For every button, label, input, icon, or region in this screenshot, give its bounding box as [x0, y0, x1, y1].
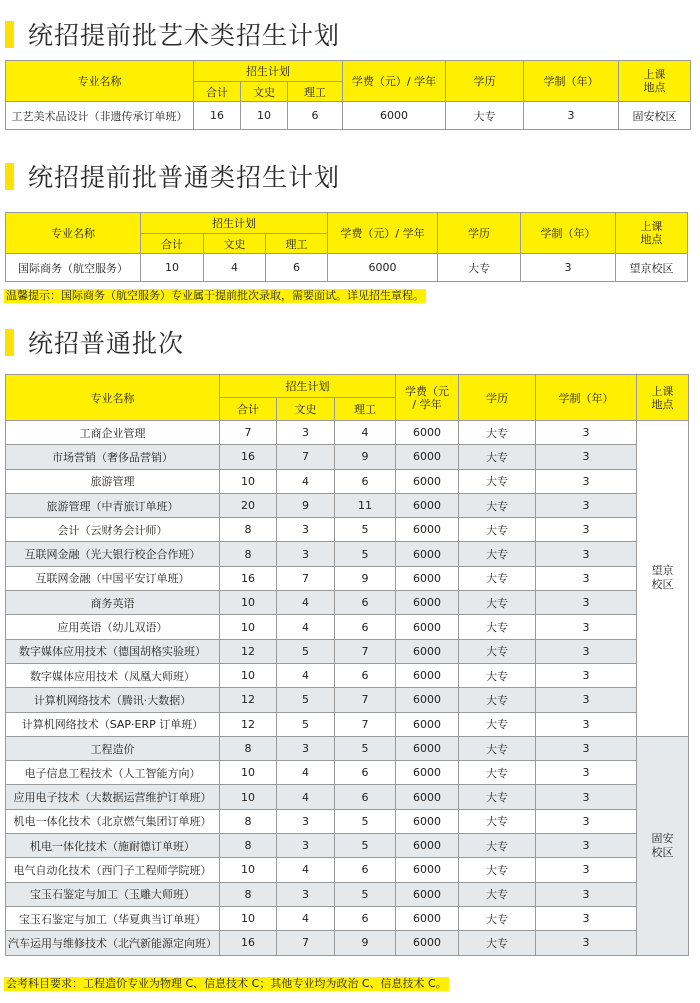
cell-sci: 6 — [335, 591, 396, 615]
table-row — [6, 834, 689, 858]
cell-total: 10 — [220, 615, 277, 639]
cell-sci: 11 — [335, 493, 396, 517]
cell-arts: 3 — [277, 421, 335, 445]
table-row — [6, 542, 689, 566]
cell-arts: 4 — [277, 906, 335, 930]
cell-fee: 6000 — [396, 688, 459, 712]
cell-major: 机电一体化技术（北京燃气集团订单班） — [6, 809, 220, 833]
cell-sci: 6 — [335, 785, 396, 809]
cell-edu: 大专 — [459, 809, 536, 833]
cell-fee: 6000 — [396, 639, 459, 663]
cell-major: 宝玉石鉴定与加工（华夏典当订单班） — [6, 906, 220, 930]
cell-fee: 6000 — [396, 518, 459, 542]
cell-arts: 3 — [277, 736, 335, 760]
cell-major: 数字媒体应用技术（凤凰大师班） — [6, 663, 220, 687]
cell-arts: 3 — [277, 518, 335, 542]
cell-fee: 6000 — [396, 834, 459, 858]
col-total: 合计 — [194, 82, 241, 102]
table-row — [6, 469, 689, 493]
cell-total: 10 — [220, 663, 277, 687]
cell-total: 12 — [220, 712, 277, 736]
cell-fee: 6000 — [396, 493, 459, 517]
cell-major: 会计（云财务会计师） — [6, 518, 220, 542]
cell-edu: 大专 — [459, 493, 536, 517]
cell-fee: 6000 — [396, 469, 459, 493]
col-fee: 学费（元 / 学年 — [396, 375, 459, 421]
table-row — [6, 518, 689, 542]
table-row — [6, 566, 689, 590]
cell-major: 宝玉石鉴定与加工（玉雕大师班） — [6, 882, 220, 906]
cell-total: 16 — [220, 566, 277, 590]
cell-fee: 6000 — [396, 931, 459, 955]
cell-fee: 6000 — [396, 542, 459, 566]
cell-edu: 大专 — [459, 542, 536, 566]
cell-edu: 大专 — [459, 834, 536, 858]
heading-marker — [5, 163, 14, 190]
regular-plan-table — [5, 374, 689, 956]
table-row — [6, 785, 689, 809]
cell-arts: 3 — [277, 834, 335, 858]
cell-fee: 6000 — [396, 736, 459, 760]
col-arts: 文史 — [204, 234, 266, 254]
cell-sci: 6 — [335, 663, 396, 687]
cell-years: 3 — [536, 834, 637, 858]
cell-major: 计算机网络技术（SAP·ERP 订单班） — [6, 712, 220, 736]
cell-total: 8 — [220, 736, 277, 760]
cell-fee: 6000 — [396, 906, 459, 930]
cell-major: 应用电子技术（大数据运营维护订单班） — [6, 785, 220, 809]
cell-arts: 5 — [277, 712, 335, 736]
section-title: 统招提前批艺术类招生计划 — [28, 21, 341, 50]
cell-years: 3 — [536, 591, 637, 615]
general-plan-table — [5, 212, 688, 282]
cell-years: 3 — [536, 542, 637, 566]
cell-edu: 大专 — [459, 469, 536, 493]
col-campus: 上课 地点 — [616, 213, 688, 254]
cell-fee: 6000 — [396, 421, 459, 445]
cell-major: 应用英语（幼儿双语） — [6, 615, 220, 639]
table-row — [6, 858, 689, 882]
cell-sci: 5 — [335, 834, 396, 858]
cell-edu: 大专 — [459, 688, 536, 712]
col-fee: 学费（元）/ 学年 — [343, 61, 446, 102]
table-row — [6, 688, 689, 712]
cell-major: 电子信息工程技术（人工智能方向） — [6, 761, 220, 785]
cell-years: 3 — [536, 421, 637, 445]
cell-fee: 6000 — [396, 712, 459, 736]
exam-requirement-note: 会考科目要求：工程造价专业为物理 C、信息技术 C；其他专业均为政治 C、信息技术 C。 — [6, 977, 447, 990]
cell-total: 16 — [220, 931, 277, 955]
cell-major: 商务英语 — [6, 591, 220, 615]
col-years: 学制（年） — [524, 61, 619, 102]
cell-major: 机电一体化技术（施耐德订单班） — [6, 834, 220, 858]
cell-sci: 9 — [335, 566, 396, 590]
cell-fee: 6000 — [396, 591, 459, 615]
col-major: 专业名称 — [6, 61, 194, 102]
cell-edu: 大专 — [459, 736, 536, 760]
cell-arts: 3 — [277, 542, 335, 566]
section-title: 统招普通批次 — [28, 329, 185, 358]
cell-fee: 6000 — [396, 809, 459, 833]
cell-major: 旅游管理（中青旅订单班） — [6, 493, 220, 517]
cell-arts: 7 — [277, 445, 335, 469]
section-heading-regular — [5, 324, 184, 360]
table-row — [6, 931, 689, 955]
cell-arts: 7 — [277, 566, 335, 590]
art-plan-table — [5, 60, 691, 130]
cell-arts: 4 — [277, 615, 335, 639]
cell-major: 工商企业管理 — [6, 421, 220, 445]
cell-sci: 6 — [335, 858, 396, 882]
cell-edu: 大专 — [459, 761, 536, 785]
cell-arts: 4 — [277, 858, 335, 882]
table-row — [6, 639, 689, 663]
cell-total: 8 — [220, 882, 277, 906]
cell-arts: 5 — [277, 639, 335, 663]
cell-arts: 4 — [277, 663, 335, 687]
campus-guan: 固安 校区 — [637, 736, 689, 955]
cell-years: 3 — [536, 469, 637, 493]
cell-major: 互联网金融（光大银行校企合作班） — [6, 542, 220, 566]
cell-sci: 5 — [335, 542, 396, 566]
cell-edu: 大专 — [459, 518, 536, 542]
cell-sci: 5 — [335, 809, 396, 833]
col-arts: 文史 — [241, 82, 288, 102]
cell-arts: 7 — [277, 931, 335, 955]
cell-sci: 5 — [335, 882, 396, 906]
table-row — [6, 493, 689, 517]
cell-years: 3 — [536, 639, 637, 663]
cell-arts: 4 — [277, 591, 335, 615]
table-row — [6, 906, 689, 930]
col-fee: 学费（元）/ 学年 — [328, 213, 438, 254]
cell-years: 3 — [536, 906, 637, 930]
cell-fee: 6000 — [396, 785, 459, 809]
cell-total: 10 — [220, 591, 277, 615]
cell-edu: 大专 — [459, 663, 536, 687]
cell-fee: 6000 — [396, 566, 459, 590]
cell-sci: 6 — [335, 906, 396, 930]
cell-major: 互联网金融（中国平安订单班） — [6, 566, 220, 590]
cell-sci: 6 — [335, 761, 396, 785]
cell-fee: 6000 — [396, 882, 459, 906]
cell-years: 3 — [536, 615, 637, 639]
col-sci: 理工 — [335, 398, 396, 421]
cell-years: 3 — [536, 882, 637, 906]
cell-years: 3 — [536, 761, 637, 785]
cell-major: 市场营销（奢侈品营销） — [6, 445, 220, 469]
cell-years: 3 — [536, 518, 637, 542]
cell-major: 电气自动化技术（西门子工程师学院班） — [6, 858, 220, 882]
col-total: 合计 — [220, 398, 277, 421]
table-row — [6, 421, 689, 445]
col-plan: 招生计划 — [194, 61, 343, 82]
table-row: 国际商务（航空服务） 10 4 6 6000 大专 3 望京校区 — [6, 254, 688, 282]
cell-edu: 大专 — [459, 566, 536, 590]
cell-sci: 5 — [335, 518, 396, 542]
cell-total: 10 — [220, 785, 277, 809]
col-major: 专业名称 — [6, 375, 220, 421]
cell-major: 汽车运用与维修技术（北汽新能源定向班） — [6, 931, 220, 955]
cell-years: 3 — [536, 809, 637, 833]
cell-sci: 7 — [335, 639, 396, 663]
cell-total: 8 — [220, 518, 277, 542]
cell-fee: 6000 — [396, 858, 459, 882]
cell-sci: 9 — [335, 931, 396, 955]
cell-years: 3 — [536, 445, 637, 469]
cell-total: 10 — [220, 906, 277, 930]
col-total: 合计 — [141, 234, 204, 254]
cell-sci: 6 — [335, 469, 396, 493]
cell-years: 3 — [536, 858, 637, 882]
cell-edu: 大专 — [459, 445, 536, 469]
section-heading-art — [5, 16, 340, 52]
cell-edu: 大专 — [459, 906, 536, 930]
cell-sci: 5 — [335, 736, 396, 760]
cell-years: 3 — [536, 736, 637, 760]
cell-sci: 6 — [335, 615, 396, 639]
col-years: 学制（年） — [521, 213, 616, 254]
table-row — [6, 761, 689, 785]
cell-total: 8 — [220, 542, 277, 566]
cell-years: 3 — [536, 712, 637, 736]
heading-marker — [5, 21, 14, 48]
cell-sci: 9 — [335, 445, 396, 469]
cell-years: 3 — [536, 663, 637, 687]
section-title: 统招提前批普通类招生计划 — [28, 163, 341, 192]
cell-arts: 4 — [277, 761, 335, 785]
cell-fee: 6000 — [396, 761, 459, 785]
cell-major: 工程造价 — [6, 736, 220, 760]
campus-wangjing: 望京 校区 — [637, 421, 689, 737]
cell-edu: 大专 — [459, 882, 536, 906]
cell-edu: 大专 — [459, 615, 536, 639]
cell-edu: 大专 — [459, 421, 536, 445]
cell-years: 3 — [536, 566, 637, 590]
cell-edu: 大专 — [459, 785, 536, 809]
cell-edu: 大专 — [459, 639, 536, 663]
cell-total: 12 — [220, 688, 277, 712]
cell-arts: 4 — [277, 785, 335, 809]
cell-total: 10 — [220, 858, 277, 882]
cell-edu: 大专 — [459, 591, 536, 615]
col-campus: 上课 地点 — [637, 375, 689, 421]
col-years: 学制（年） — [536, 375, 637, 421]
cell-total: 10 — [220, 761, 277, 785]
cell-total: 7 — [220, 421, 277, 445]
cell-major: 计算机网络技术（腾讯·大数据） — [6, 688, 220, 712]
cell-arts: 4 — [277, 469, 335, 493]
cell-years: 3 — [536, 688, 637, 712]
table-row — [6, 712, 689, 736]
cell-arts: 3 — [277, 809, 335, 833]
cell-major: 旅游管理 — [6, 469, 220, 493]
cell-arts: 3 — [277, 882, 335, 906]
interview-notice: 温馨提示：国际商务（航空服务）专业属于提前批次录取，需要面试。详见招生章程。 — [6, 289, 424, 302]
cell-total: 20 — [220, 493, 277, 517]
cell-total: 8 — [220, 834, 277, 858]
section-heading-general — [5, 158, 340, 194]
cell-edu: 大专 — [459, 712, 536, 736]
table-row — [6, 615, 689, 639]
table-row — [6, 445, 689, 469]
table-row — [6, 882, 689, 906]
col-plan: 招生计划 — [220, 375, 396, 398]
cell-total: 10 — [220, 469, 277, 493]
col-major: 专业名称 — [6, 213, 141, 254]
cell-years: 3 — [536, 931, 637, 955]
cell-sci: 7 — [335, 712, 396, 736]
cell-years: 3 — [536, 493, 637, 517]
col-sci: 理工 — [288, 82, 343, 102]
col-edu: 学历 — [459, 375, 536, 421]
col-edu: 学历 — [446, 61, 524, 102]
regular-plan-rows — [6, 421, 689, 956]
cell-major: 数字媒体应用技术（德国胡格实验班） — [6, 639, 220, 663]
col-plan: 招生计划 — [141, 213, 328, 234]
col-edu: 学历 — [438, 213, 521, 254]
table-row — [6, 663, 689, 687]
col-sci: 理工 — [266, 234, 328, 254]
cell-fee: 6000 — [396, 445, 459, 469]
cell-total: 8 — [220, 809, 277, 833]
table-row — [6, 591, 689, 615]
cell-years: 3 — [536, 785, 637, 809]
cell-total: 12 — [220, 639, 277, 663]
cell-sci: 7 — [335, 688, 396, 712]
heading-marker — [5, 329, 14, 356]
cell-total: 16 — [220, 445, 277, 469]
cell-fee: 6000 — [396, 663, 459, 687]
cell-arts: 9 — [277, 493, 335, 517]
table-row — [6, 809, 689, 833]
cell-edu: 大专 — [459, 931, 536, 955]
cell-edu: 大专 — [459, 858, 536, 882]
cell-fee: 6000 — [396, 615, 459, 639]
table-row: 工艺美术品设计（非遗传承订单班） 16 10 6 6000 大专 3 固安校区 — [6, 102, 691, 130]
cell-sci: 4 — [335, 421, 396, 445]
cell-arts: 5 — [277, 688, 335, 712]
col-campus: 上课 地点 — [619, 61, 691, 102]
table-row — [6, 736, 689, 760]
col-arts: 文史 — [277, 398, 335, 421]
